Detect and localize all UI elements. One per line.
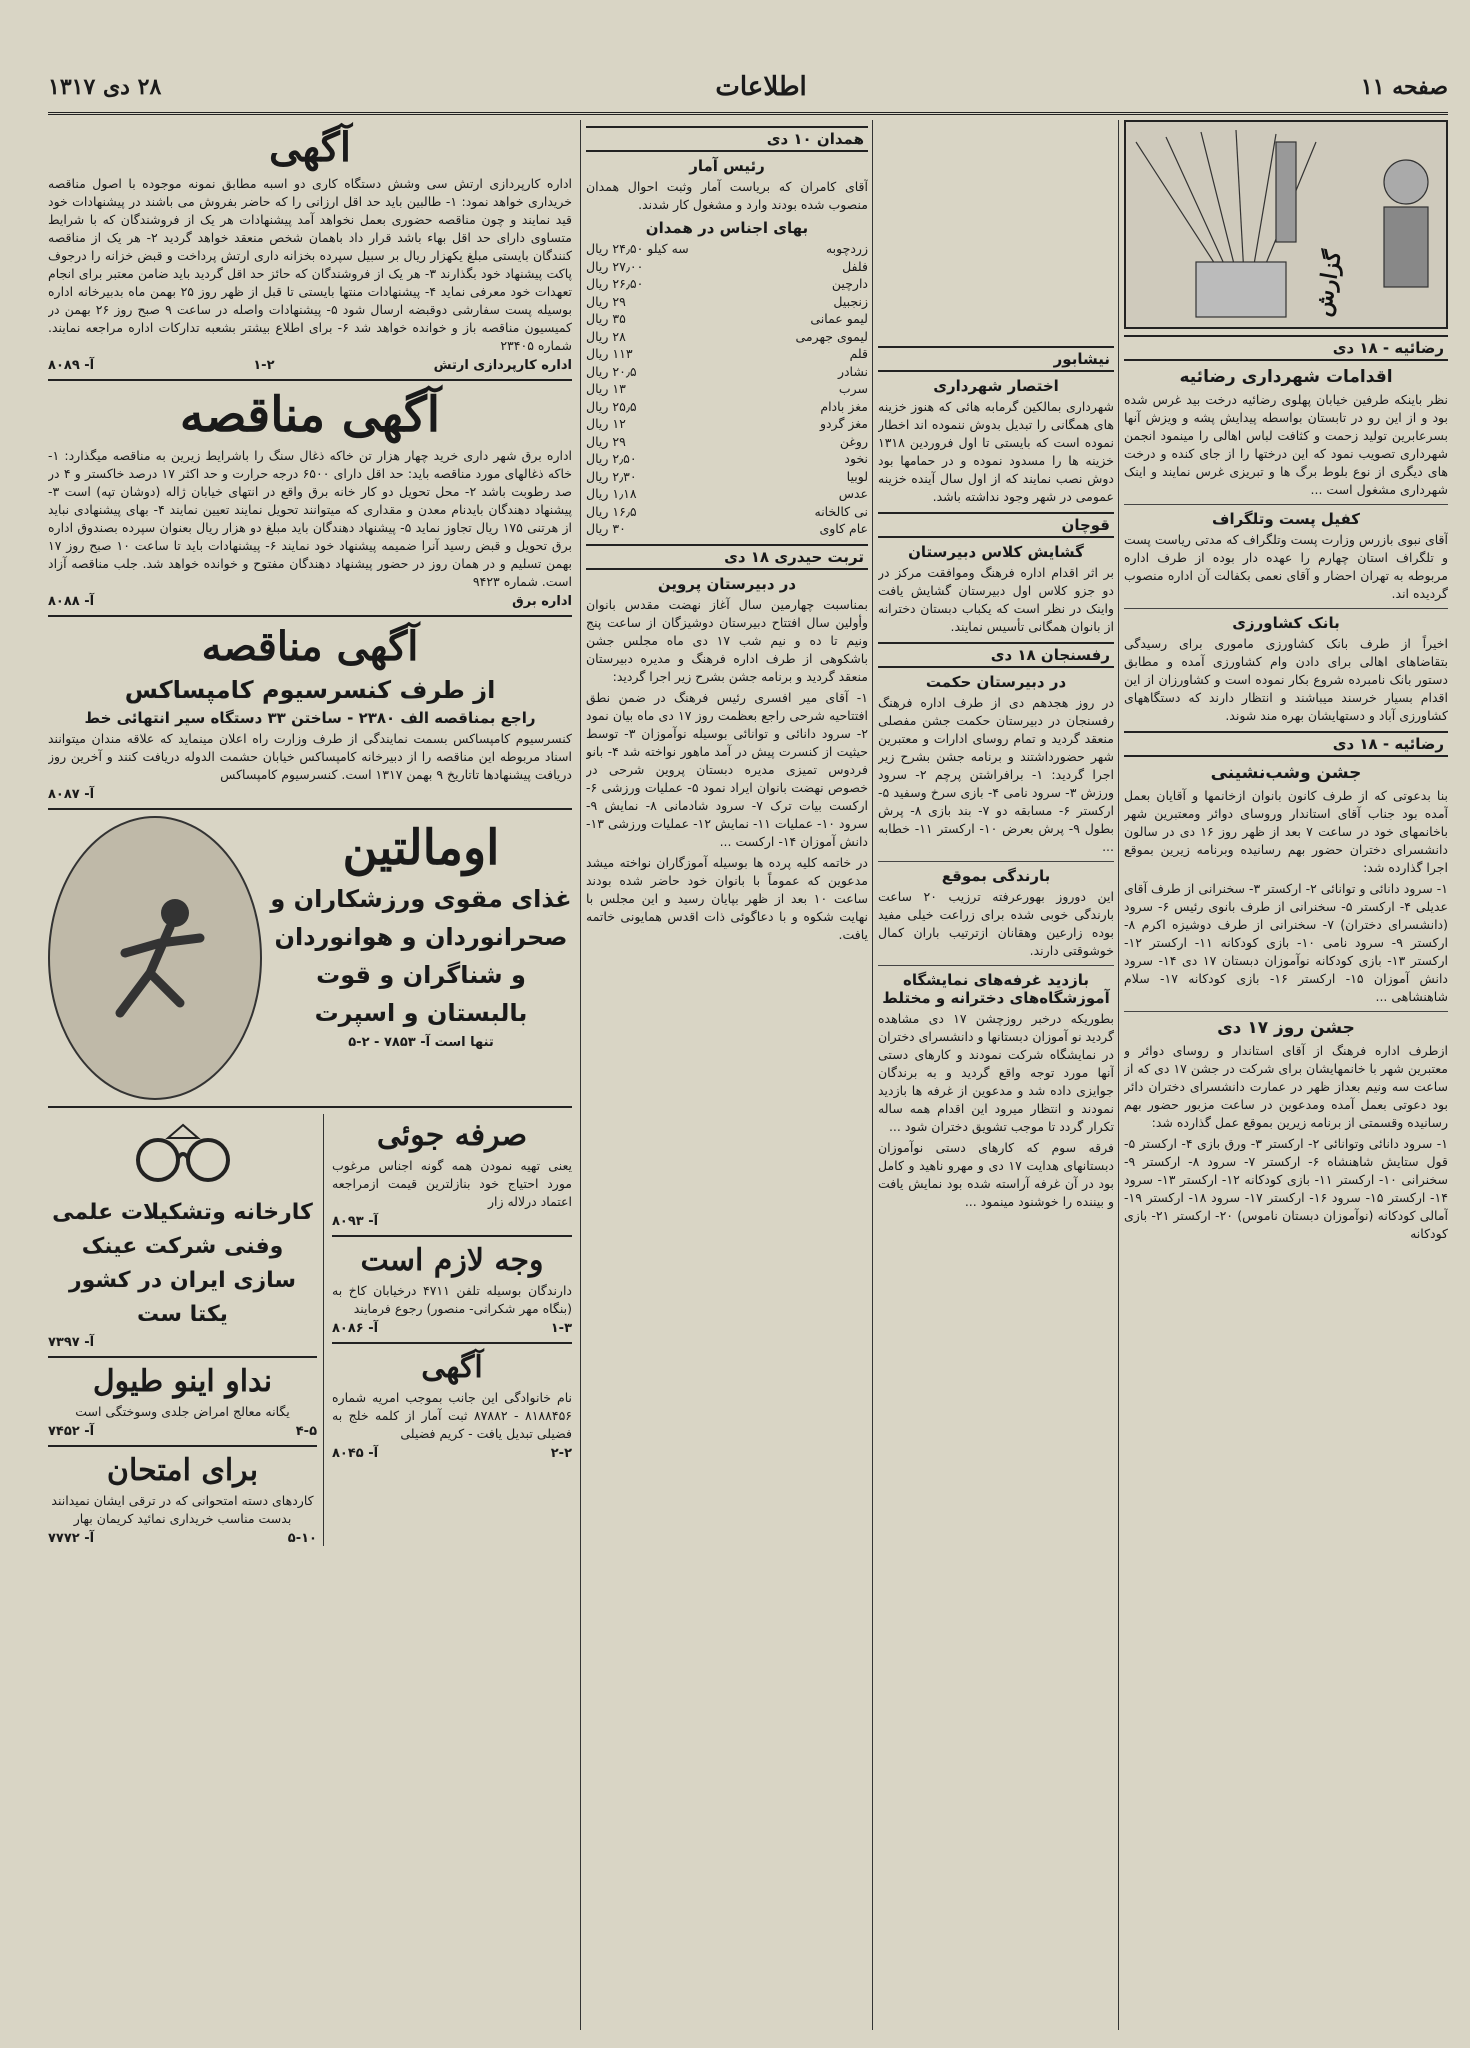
banner-illustration bbox=[1124, 120, 1448, 329]
column-left-ads bbox=[48, 120, 572, 2030]
paper-name: اطلاعات bbox=[715, 72, 807, 102]
price-row bbox=[586, 380, 868, 398]
article-body: بمناسبت چهارمین سال آغاز نهضت مقدس بانوان وأولین سال افتتاح دبیرستان دوشیزگان از ساعت پنج ونیم تا ده و نیم شب ۱۷ دی ماه مجلس جشن باشکوهی از طرف اداره فرهنگ و مدیره دبیرستان منعقد گردید و برنامه جشن بشرح زیر اجرا گردید: bbox=[586, 596, 868, 684]
ad-body: غذای مقوی ورزشکاران و صحرانوردان و هوانوردان و شناگران و قوت بالبستان و اسپرت bbox=[270, 885, 572, 1027]
price-row bbox=[586, 485, 868, 503]
ad-body: یعنی تهیه نمودن همه گونه اجناس مرغوب مورد احتیاج خود بنازلترین قیمت ازمراجعه اعتماد درلاله زار bbox=[332, 1158, 572, 1209]
ovomaltine-ad bbox=[270, 816, 572, 1100]
price-value: ۳۰ ریال bbox=[586, 521, 626, 536]
ad-title: صرفه جوئی bbox=[376, 1118, 528, 1153]
ad-title: آگهی bbox=[269, 124, 351, 171]
price-row bbox=[586, 258, 868, 276]
price-item: نی کالخانه bbox=[814, 503, 868, 519]
column-mid-left bbox=[586, 120, 868, 2030]
ad-code: آ- ۷۳۹۷ bbox=[48, 1335, 95, 1350]
article-body: در خاتمه کلیه پرده ها بوسیله آموزگاران نواخته میشد مدعوین که عموماً با بانوان خود حاضر شده بودند ساعت ۱۰ بعد از ظهر بپایان رسید و این مجلس با نهایت شکوه و با دعاگوئی ذات اقدس همایونی خاتمه یافت. bbox=[586, 854, 868, 942]
masthead bbox=[48, 62, 1448, 115]
dateline: رفسنجان ۱۸ دی bbox=[878, 642, 1114, 668]
price-value: ۳۵ ریال bbox=[586, 311, 626, 326]
column-rule bbox=[872, 120, 873, 2030]
price-item: روغن bbox=[839, 433, 868, 449]
price-value: ۱۶٫۵ ریال bbox=[586, 503, 637, 519]
price-value: ۲۹ ریال bbox=[586, 293, 626, 309]
issue-date: ۲۸ دی ۱۳۱۷ bbox=[48, 74, 162, 100]
price-row bbox=[586, 310, 868, 328]
ad-code: تنها است آ- ۷۸۵۳ - ۲-۵ bbox=[348, 1035, 494, 1050]
price-row bbox=[586, 503, 868, 521]
article-title: گشایش کلاس دبیرستان bbox=[908, 543, 1084, 561]
article-title: اقدامات شهرداری رضائیه bbox=[1179, 367, 1393, 387]
ad-body: یگانه معالج امراض جلدی وسوختگی است bbox=[75, 1404, 290, 1419]
article-body: آقای کامران که بریاست آمار وثبت احوال همدان منصوب شده بودند وارد و مشغول کار شدند. bbox=[586, 179, 868, 212]
dateline: رضائیه - ۱۸ دی bbox=[1124, 731, 1448, 757]
ad-signature: اداره کارپردازی ارتش ۱-۲ آ- ۸۰۸۹ bbox=[48, 358, 572, 373]
price-value: ۲٫۵۰ ریال bbox=[586, 451, 637, 466]
ad-body: دارندگان بوسیله تلفن ۴۷۱۱ درخیابان کاخ به (بنگاه مهر شکرانی- منصور) رجوع فرمایند bbox=[332, 1283, 572, 1316]
price-value: ۲۶٫۵۰ ریال bbox=[586, 276, 644, 291]
ad-subtitle: از طرف کنسرسیوم کامپساکس bbox=[124, 676, 496, 704]
article-body: شهرداری بمالکین گرمابه هائی که هنوز خزینه های همگانی را تبدیل بدوش ننموده اند اخطار نموده است که بایستی تا اول فروردین ۱۳۱۸ خزینه ها را مسدود نموده و در حمامها بود دوش نصب نمایند که از اول سال آینده خزینه عمومی در شهر وجود نداشته باشد. bbox=[878, 399, 1114, 504]
ad-code: آ- ۸۰۹۳ bbox=[332, 1214, 379, 1229]
price-row bbox=[586, 520, 868, 538]
article-list: ۱- آقای میر افسری رئیس فرهنگ در ضمن نطق افتتاحیه شرحی راجع بعظمت روز ۱۷ دی ماه بیان نمود ۲- سرود دانائی و توانائی بوسیله نوآموزان ۳- توسط حیثیت از کنسرت پیش در آمد ماهور نواخته شد ۴- بانو فردوس تمیزی مدیره دبستان پروین شرحی در خصوص نهضت بانوان ایراد نمود ۵- عملیات ورزشی ۶- ارکست بیات ترک ۷- سرود شادمانی ۸- نمایش ۹- سرود ۱۰- عملیات ۱۱- نمایش ۱۲- عملیات ورزشی ۱۳- دانش آموزان ۱۴- ارکست ... bbox=[586, 689, 868, 849]
ad-signature: آ- ۸۰۸۷ bbox=[48, 787, 95, 802]
price-row bbox=[586, 363, 868, 381]
price-row bbox=[586, 450, 868, 468]
article-title: بازدید غرفه‌های نمایشگاه آموزشگاه‌های دخترانه و مختلط bbox=[882, 971, 1110, 1007]
dateline: قوچان bbox=[878, 512, 1114, 538]
ad-title: آگهی bbox=[421, 1350, 483, 1385]
article-title: جشن روز ۱۷ دی bbox=[1217, 1018, 1355, 1038]
column-rule bbox=[580, 120, 581, 2030]
article-list: ۱- سرود دانائی و توانائی ۲- ارکستر ۳- سخنرانی از طرف آقای عدیلی ۴- ارکستر ۵- سخنرانی از طرف بانوی رئیس ۶- سرود (دانشسرای دختران) ۷- سخنرانی از طرف دوشیزه اکرم ۸- ارکستر ۹- سرود نامی ۱۰- بازی کودکانه ۱۱- ارکستر ۱۲- ارکستر ۱۳- بازی کودکانه نوآموزان دبستان ۱۷ دی ۱۴- سرود دانش آموزان ۱۵- ارکستر ۱۶- بازی کودکانه ۱۷- سلام شاهنشاهی ... bbox=[1124, 881, 1448, 1004]
price-row bbox=[586, 240, 868, 258]
ad-title: وجه لازم است bbox=[360, 1243, 544, 1278]
price-item: عدس bbox=[838, 486, 868, 501]
price-row bbox=[586, 345, 868, 363]
article-body: فرقه سوم که کارهای دستی نوآموزان دبستانهای هدایت ۱۷ دی و مهرو ناهید و کامل بود در آن غرفه آراسته شده بود نمایش یافت و بیننده را خوشنود مینمود ... bbox=[878, 1140, 1114, 1209]
price-value: ۲۰٫۵ ریال bbox=[586, 363, 637, 379]
price-value: ۲۹ ریال bbox=[586, 433, 626, 449]
price-item: مغز گردو bbox=[819, 416, 868, 431]
price-item: نخود bbox=[844, 451, 868, 466]
ad-code: ۴-۵ آ- ۷۴۵۲ bbox=[48, 1424, 317, 1439]
article-body: بنا بدعوتی که از طرف کانون بانوان ازخانمها و آقایان بعمل آمده بود جناب آقای استاندار وروسای دوائر ومعتبرین شهر باخانمهای خود در ساعت ۷ بعد از ظهر روز ۱۶ دی در سالون دانشسرای دختران حضور بهم رسانیده وبرنامه زیرین بموقع اجرا گذارده شد: bbox=[1124, 788, 1448, 875]
small-ads bbox=[332, 1114, 572, 1546]
runner-illustration bbox=[48, 816, 262, 1100]
price-value: ۲۵٫۵ ریال bbox=[586, 398, 637, 414]
ad-body: کنسرسیوم کامپساکس بسمت نمایندگی از طرف وزارت راه اعلان مینماید که علاقه مندان میتوانند اسناد مربوطه این مناقصه را از دبیرخانه کامپساکس خیابان حشمت الدوله دریافت کنند و آخرین روز دریافت پیشنهادها تاتاریخ ۹ بهمن ۱۳۱۷ است. کنسرسیوم کامپساکس bbox=[48, 731, 572, 782]
price-list bbox=[586, 240, 868, 538]
column-mid-right bbox=[878, 120, 1114, 2030]
price-item: نشادر bbox=[837, 363, 868, 379]
article-list: ۱- سرود دانائی وتوانائی ۲- ارکستر ۳- ورق بازی ۴- ارکستر ۵- قول ستایش شاهنشاه ۶- ارکستر ۷- سرود ۸- ارکستر ۹- سخنرانی ۱۰- ارکستر ۱۱- بازی کودکانه ۱۲- ارکستر ۱۳- سرود ۱۴- ارکستر ۱۵- سرود ۱۶- ارکستر ۱۷- سرود ۱۸- ارکستر ۱۹- آمالی کودکانه (نوآموزان دبستان ناموس) ۲۰- ارکستر ۲۱- بازی کودکانه bbox=[1124, 1136, 1448, 1241]
article-title: در دبیرستان حکمت bbox=[925, 673, 1067, 691]
ad-ref: راجع بمناقصه الف ۲۳۸۰ - ساختن ۳۳ دستگاه سیر انتهائی خط bbox=[84, 709, 536, 727]
price-row bbox=[586, 293, 868, 311]
article-title: بارندگی بموقع bbox=[941, 867, 1051, 885]
price-item: لوبیا bbox=[846, 468, 868, 484]
ad-title: برای امتحان bbox=[106, 1453, 259, 1488]
price-item: مغز بادام bbox=[820, 398, 868, 414]
ad-body: کاردهای دسته امتحوانی که در ترقی ایشان نمیدانند بدست مناسب خریداری نمائید کریمان بهار bbox=[51, 1493, 314, 1526]
ad-body: اداره برق شهر داری خرید چهار هزار تن خاکه ذغال سنگ را باشرایط زیرین به مناقصه میگذارد: ۱- خاکه ذغالهای مورد مناقصه باید: حد اقل دارای ۶۵۰۰ درجه حرارت و حد اکثر ۱۷ درصد خاکستر و ۴ در صد رطوبت باشد ۲- محل تحویل دو کار خانه برق واقع در انتهای خیابان ژاله (دوشان تپه) است ۳- پیشنهاد دهندگان بایدنام معدن و مقداری که میتوانند تحویل نمایند تعیین نمایند ۴- بهای پیشنهادی نباید از هرتنی ۱۷۵ ریال تجاوز نماید ۵- پیشنهاد دهندگان باید مبلغ دو هزار ریال بعنوان سپرده بصندوق اداره برق تحویل و قبض رسید آنرا ضمیمه پیشنهاد خود نمایند ۶- پیشنهادات باید تا ساعت ۱۰ صبح روز ۱۷ بهمن تسلیم و در همان روز در حضور پیشنهاد دهندگان مفتوح و خوانده خواهد شد. جلب مناقصه آزاد است. شماره ۹۴۲۳ bbox=[48, 448, 572, 589]
price-row bbox=[586, 275, 868, 293]
column-rule bbox=[1118, 120, 1119, 2030]
dateline: رضائیه - ۱۸ دی bbox=[1124, 335, 1448, 361]
correspondents-banner-icon bbox=[1126, 122, 1446, 323]
article-title: بانک کشاورزی bbox=[1232, 614, 1340, 632]
page-number: صفحه ۱۱ bbox=[1360, 74, 1448, 100]
price-item: زنجبیل bbox=[833, 293, 868, 309]
ad-code: ۱-۳ آ- ۸۰۸۶ bbox=[332, 1321, 572, 1336]
price-row bbox=[586, 415, 868, 433]
price-item: فلفل bbox=[842, 258, 868, 274]
article-body: بر اثر اقدام اداره فرهنگ وموافقت مرکز در دو جزو کلاس اول دبیرستان گشایش یافت واینک در نظر است که یکباب دبستان دخترانه از بانوان همگانی تأسیس نمایند. bbox=[878, 565, 1114, 634]
price-value: ۲٫۳۰ ریال bbox=[586, 468, 637, 484]
price-item: لیمو عمانی bbox=[810, 311, 868, 326]
price-value: ۱۳ ریال bbox=[586, 381, 626, 396]
price-value: ۲۷٫۰۰ ریال bbox=[586, 258, 644, 274]
price-row bbox=[586, 398, 868, 416]
price-value: ۱۲ ریال bbox=[586, 416, 626, 431]
runner-icon bbox=[80, 883, 230, 1033]
price-item: سرب bbox=[838, 381, 868, 396]
article-body: ازطرف اداره فرهنگ از آقای استاندار و روسای دوائر و معتبرین شهر با خانمهایشان برای شرکت در جشن ۱۷ دی که از ساعت سه ونیم بعداز ظهر در عمارت دانشسرای دختران دائر بود دعوتی بعمل آمده ومدعوین در ساعت مزبور حضور بهم رسانیده وقسمتی از برنامه زیرین بموقع عمل گذارده شد: bbox=[1124, 1043, 1448, 1130]
price-value: ۱٫۱۸ ریال bbox=[586, 486, 637, 501]
ad-title: آگهی مناقصه bbox=[201, 623, 419, 670]
dateline: تربت حیدری ۱۸ دی bbox=[586, 544, 868, 570]
ad-title: نداو اینو طیول bbox=[92, 1364, 273, 1399]
article-title: جشن وشب‌نشینی bbox=[1210, 763, 1362, 783]
price-item: قلم bbox=[849, 346, 868, 361]
price-item: لیموی جهرمی bbox=[795, 328, 868, 344]
article-body: نظر باینکه طرفین خیابان پهلوی رضائیه درخت بید غرس شده بود و از این رو در تابستان بواسطه پیدایش پشه و ویزش آنها بسرعابرین تولید زحمت و کثافت لباس اهالی را مینمود انجمن شهرداری تصویب نمود که این درختها را از جای کنده و درخت های دیگری از نوع بلوط برگ ها و تبریزی غرس نمایند و اینک شهرداری مشغول است ... bbox=[1124, 392, 1448, 497]
price-row bbox=[586, 468, 868, 486]
ad-body: نام خانوادگی این جانب بموجب امریه شماره ۸۱۸۸۴۵۶ - ۸۷۸۸۲ ثبت آمار از کلمه خلج به فضیلی تبدیل یافت - کریم فضیلی bbox=[332, 1390, 572, 1441]
ad-title: آگهی مناقصه bbox=[179, 387, 441, 443]
dateline: نیشابور bbox=[878, 346, 1114, 372]
article-title: اختصار شهرداری bbox=[933, 377, 1059, 395]
price-item: عام کاوی bbox=[819, 521, 868, 536]
price-item: زردچوبه bbox=[825, 241, 868, 256]
article-title: رئیس آمار bbox=[689, 157, 765, 175]
eyeglasses-icon bbox=[123, 1120, 243, 1190]
column-right bbox=[1124, 120, 1448, 2030]
article-body: این دوروز بهورعرفته ترزیب ۲۰ ساعت بارندگی خوبی شده برای زراعت خیلی مفید بوده زارعین وهقانان ازترتیب باران کمال خوشوقتی دارند. bbox=[878, 889, 1114, 958]
price-value: سه کیلو ۲۴٫۵۰ ریال bbox=[586, 241, 689, 256]
ad-code: ۵-۱۰ آ- ۷۷۷۲ bbox=[48, 1531, 317, 1546]
ad-body: اداره کارپردازی ارتش سی وشش دستگاه کاری دو اسبه مطابق نمونه موجوده با اصول مناقصه خریداری خواهد نمود: ۱- طالبین باید حد اقل ارزانی را که حاضر بفروش می باشند در پیشنهادات خود قید نمایند و چون مناقصه حضوری بعمل نخواهد آمد پیشنهادات هر یک از فروشندگان که با شرایط متساوی دارای حد اقل بهاء باشد قرار داد باهمان شخص منعقد خواهد گردید ۲- هر یک از مناقصه کنندگان بایستی مبلغ یکهزار ریال بر سبیل سپرده بخزانه داری ارتش پرداخت و قبض خزانه را درجوف پاکت پیشنهاد خود بگذارند ۳- هر یک از فروشندگان که حائز حد اقل گردید باید ضامن معتبر برای انجام تعهدات خود معرفی نماید ۴- پیشنهادات منتها بایستی تا قبل از ظهر روز ۲۵ بهمن ماه بدبیرخانه اداره بوسیله پست سفارشی دوقبضه ارسال شود ۵- پیشنهادات واصله در ساعت ۹ صبح روز ۲۶ بهمن در کمیسیون مناقصه باز و خوانده خواهد شد ۶- برای اطلاع بیشتر بشعبه تدارکات اداره مراجعه نمایند. شماره ۲۳۴۰۵ bbox=[48, 176, 572, 353]
price-row bbox=[586, 328, 868, 346]
ad-code: ۲-۲ آ- ۸۰۴۵ bbox=[332, 1446, 572, 1461]
center-ads bbox=[48, 1114, 324, 1546]
article-title: بهای اجناس در همدان bbox=[645, 219, 809, 237]
article-title: در دبیرستان پروین bbox=[657, 574, 797, 593]
price-value: ۱۱۳ ریال bbox=[586, 346, 633, 361]
article-body: بطوریکه درخبر روزچشن ۱۷ دی مشاهده گردید نو آموزان دبستانها و دانشسرای دختران در نمایشگاه شرکت نمودند و کارهای دستی آنها مورد توجه واقع گردید و به برندگان جوایزی داده شد و مدعوین از غرفه ها بازدید نمودند و انتظار میرود این اقدام همه ساله تکرار گردد تا موجب تشویق دختران شود ... bbox=[878, 1011, 1114, 1134]
ad-body: کارخانه وتشکیلات علمی وفنی شرکت عینک سازی ایران در کشور یکتا ست bbox=[52, 1200, 313, 1327]
price-item: دارچین bbox=[831, 276, 868, 291]
dateline: همدان ۱۰ دی bbox=[586, 126, 868, 152]
price-value: ۲۸ ریال bbox=[586, 328, 626, 344]
ad-title: اومالتین bbox=[342, 820, 500, 876]
article-title: کفیل پست وتلگراف bbox=[1212, 510, 1360, 528]
article-body: اخیراً از طرف بانک کشاورزی ماموری برای رسیدگی بتقاضاهای اهالی برای دادن وام کشاورزی آمده و مطابق دستور بانک نامبرده شروع بکار نموده است و کشاورزان از این اقدام بسیار خرسند میباشند و انتظار دارند که دستگاههای کشاورزی آباد و دستهایشان بهره مند شوند. bbox=[1124, 636, 1448, 723]
article-body: آقای نبوی بازرس وزارت پست وتلگراف که مدتی ریاست پست و تلگراف استان چهارم را عهده دار بوده از طرف اداره مربوطه به تهران احضار و آقای نعمی بکفالت آن اداره منصوب گردیده اند. bbox=[1124, 532, 1448, 601]
ad-signature: اداره برق آ- ۸۰۸۸ bbox=[48, 594, 572, 609]
price-row bbox=[586, 433, 868, 451]
article-body: در روز هجدهم دی از طرف اداره فرهنگ رفسنجان در دبیرستان حکمت جشن مفصلی منعقد گردید و تمام روسای ادارات و معتبرین شهر حضورداشتند و برنامه جشن بشرح زیر اجرا گردید: ۱- برافراشتن پرچم ۲- سرود ورزش ۳- سرود نامی ۴- بازی سرخ وسفید ۵- ارکستر ۶- مسابقه دو ۷- بند بازی ۸- پرش بطول ۹- پرش بعرض ۱۰- ارکستر ۱۱- خطابه ... bbox=[878, 695, 1114, 854]
